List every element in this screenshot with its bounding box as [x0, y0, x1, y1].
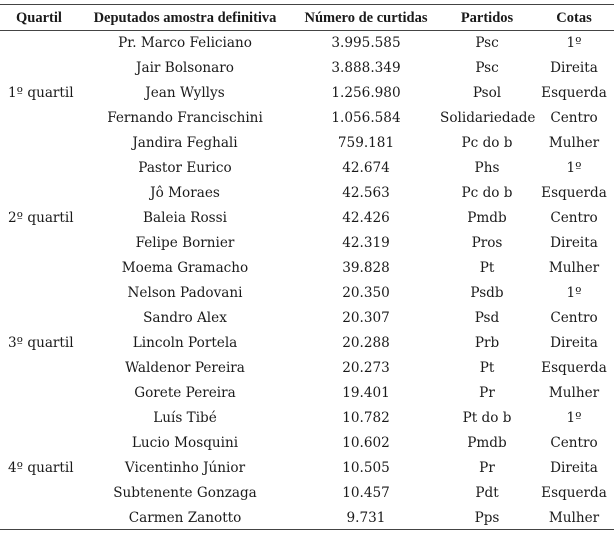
cell-curtidas: 42.674: [342, 160, 390, 176]
cell-partido: Psol: [472, 85, 502, 101]
cell-cota: Direita: [550, 335, 598, 351]
header-partidos: Partidos: [460, 10, 514, 26]
header-cotas: Cotas: [556, 10, 592, 26]
cell-partido: Psc: [475, 35, 499, 51]
cell-cota: 1º: [566, 35, 582, 51]
cell-partido: Pr: [479, 385, 495, 401]
cell-deputado: Baleia Rossi: [143, 210, 227, 226]
table-header: [0, 8, 614, 28]
cell-cota: Mulher: [548, 510, 600, 526]
cell-cota: Esquerda: [541, 360, 607, 376]
table-row: [0, 456, 614, 481]
cell-cota: Centro: [550, 435, 598, 451]
cell-cota: Direita: [550, 460, 598, 476]
cell-cota: 1º: [566, 410, 582, 426]
header-quartil: Quartil: [16, 10, 62, 26]
cell-deputado: Subtenente Gonzaga: [113, 485, 257, 501]
quartil-label-1: 1º quartil: [8, 85, 74, 101]
table-row: [0, 381, 614, 406]
cell-curtidas: 10.505: [342, 460, 390, 476]
cell-deputado: Gorete Pereira: [134, 385, 236, 401]
table-row: [0, 306, 614, 331]
cell-curtidas: 20.288: [342, 335, 390, 351]
top-rule: [0, 4, 614, 5]
table-row: [0, 131, 614, 156]
cell-partido: Pt do b: [462, 410, 512, 426]
cell-deputado: Vicentinho Júnior: [124, 460, 246, 476]
cell-partido: Psd: [474, 310, 500, 326]
cell-cota: Centro: [550, 310, 598, 326]
cell-partido: Pros: [471, 235, 503, 251]
table-row: [0, 31, 614, 56]
cell-curtidas: 10.782: [342, 410, 390, 426]
cell-cota: Centro: [550, 110, 598, 126]
table-row: [0, 481, 614, 506]
table-row: [0, 231, 614, 256]
quartil-label-4: 4º quartil: [8, 460, 74, 476]
cell-partido: Pps: [474, 510, 500, 526]
cell-deputado: Jean Wyllys: [145, 85, 225, 101]
cell-partido: Pt: [479, 360, 495, 376]
cell-curtidas: 20.350: [342, 285, 390, 301]
table-row: [0, 406, 614, 431]
cell-deputado: Carmen Zanotto: [128, 510, 242, 526]
cell-partido: Pmdb: [467, 210, 507, 226]
cell-deputado: Jair Bolsonaro: [136, 60, 234, 76]
cell-cota: Mulher: [548, 385, 600, 401]
table-row: [0, 81, 614, 106]
table-row: [0, 181, 614, 206]
cell-deputado: Moema Gramacho: [121, 260, 249, 276]
table-row: [0, 56, 614, 81]
cell-partido: Phs: [474, 160, 500, 176]
cell-curtidas: 9.731: [346, 510, 386, 526]
cell-curtidas: 20.273: [342, 360, 390, 376]
cell-deputado: Pr. Marco Feliciano: [118, 35, 252, 51]
table-row: [0, 156, 614, 181]
cell-curtidas: 3.995.585: [331, 35, 401, 51]
table-row: [0, 431, 614, 456]
cell-partido: Pmdb: [467, 435, 507, 451]
cell-cota: Mulher: [548, 260, 600, 276]
table-row: [0, 506, 614, 531]
table-row: [0, 281, 614, 306]
cell-deputado: Fernando Francischini: [107, 110, 263, 126]
cell-curtidas: 42.563: [342, 185, 390, 201]
cell-curtidas: 20.307: [342, 310, 390, 326]
cell-deputado: Sandro Alex: [143, 310, 227, 326]
table-row: [0, 206, 614, 231]
cell-cota: Esquerda: [541, 485, 607, 501]
cell-partido: Pc do b: [461, 135, 513, 151]
cell-partido: Pt: [479, 260, 495, 276]
cell-curtidas: 19.401: [342, 385, 390, 401]
cell-deputado: Waldenor Pereira: [125, 360, 245, 376]
quartil-label-3: 3º quartil: [8, 335, 74, 351]
cell-curtidas: 1.256.980: [331, 85, 401, 101]
cell-deputado: Luís Tibé: [153, 410, 217, 426]
header-numero-curtidas: Número de curtidas: [304, 10, 428, 26]
cell-partido: Psdb: [470, 285, 504, 301]
cell-partido: Psc: [475, 60, 499, 76]
cell-curtidas: 10.457: [342, 485, 390, 501]
cell-deputado: Jô Moraes: [150, 185, 220, 201]
cell-curtidas: 759.181: [337, 135, 395, 151]
cell-partido: Prb: [474, 335, 500, 351]
cell-partido: Pc do b: [461, 185, 513, 201]
cell-deputado: Lincoln Portela: [132, 335, 238, 351]
cell-deputado: Lucio Mosquini: [131, 435, 239, 451]
table-row: [0, 356, 614, 381]
cell-partido: Pr: [479, 460, 495, 476]
cell-deputado: Felipe Bornier: [135, 235, 235, 251]
cell-partido: Solidariedade: [440, 110, 536, 126]
cell-cota: 1º: [566, 160, 582, 176]
cell-partido: Pdt: [475, 485, 499, 501]
cell-cota: 1º: [566, 285, 582, 301]
cell-cota: Esquerda: [541, 85, 607, 101]
cell-curtidas: 3.888.349: [331, 60, 401, 76]
cell-curtidas: 1.056.584: [331, 110, 401, 126]
bottom-rule: [0, 529, 614, 530]
table-row: [0, 106, 614, 131]
cell-curtidas: 42.426: [342, 210, 390, 226]
cell-cota: Centro: [550, 210, 598, 226]
cell-deputado: Pastor Eurico: [138, 160, 232, 176]
cell-cota: Direita: [550, 235, 598, 251]
quartil-label-2: 2º quartil: [8, 210, 74, 226]
cell-cota: Mulher: [548, 135, 600, 151]
header-deputados: Deputados amostra definitiva: [93, 10, 277, 26]
table-row: [0, 256, 614, 281]
table-row: [0, 331, 614, 356]
cell-deputado: Nelson Padovani: [127, 285, 243, 301]
cell-curtidas: 39.828: [342, 260, 390, 276]
cell-deputado: Jandira Feghali: [132, 135, 238, 151]
cell-cota: Direita: [550, 60, 598, 76]
cell-curtidas: 10.602: [342, 435, 390, 451]
cell-curtidas: 42.319: [342, 235, 390, 251]
cell-cota: Esquerda: [541, 185, 607, 201]
